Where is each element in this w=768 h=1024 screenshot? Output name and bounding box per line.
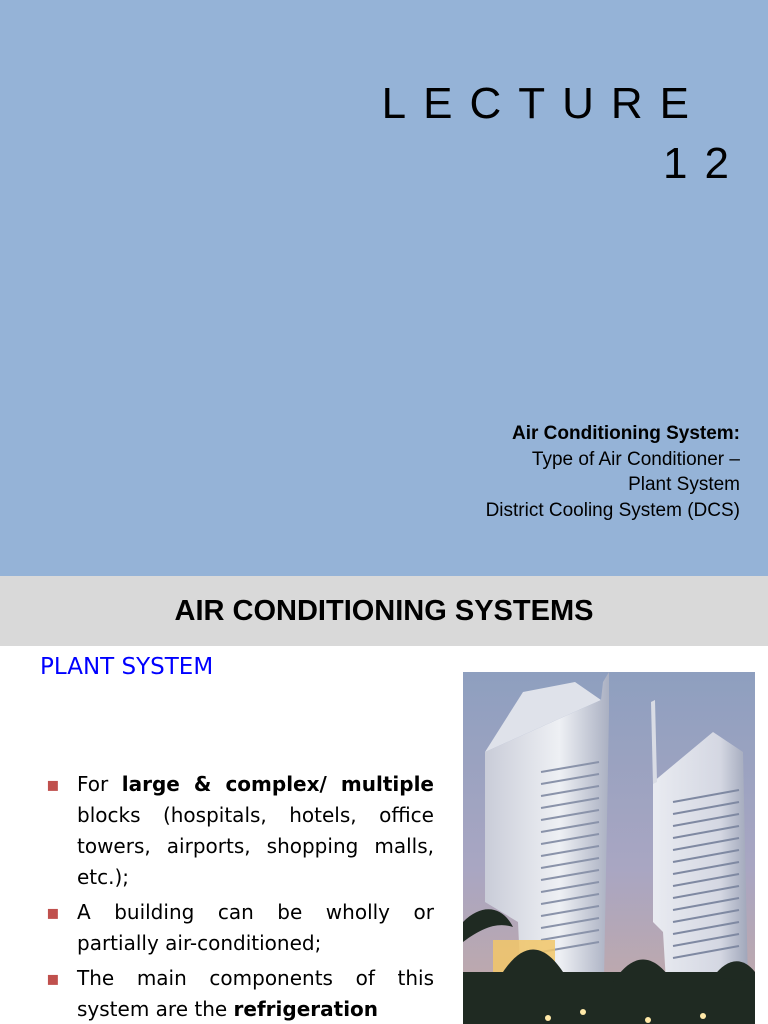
bullet-text: The main components of this system are the bbox=[77, 966, 434, 1021]
section-heading: PLANT SYSTEM bbox=[40, 654, 214, 680]
bullet-square-icon: ▪ bbox=[46, 900, 60, 924]
slide-title: AIR CONDITIONING SYSTEMS bbox=[174, 594, 594, 627]
content-slide bbox=[0, 576, 768, 1024]
twin-skyscrapers-photo bbox=[463, 672, 755, 1024]
bullet-list bbox=[46, 769, 434, 1024]
bullet-text: A building can be wholly or partially air-conditioned; bbox=[77, 900, 434, 955]
slide-header-band bbox=[0, 576, 768, 646]
bullet-item bbox=[46, 769, 434, 893]
lecture-number: 12 bbox=[663, 139, 746, 188]
bullet-square-icon: ▪ bbox=[46, 966, 60, 990]
subtitle-line: Plant System bbox=[628, 474, 740, 495]
bullet-square-icon: ▪ bbox=[46, 772, 60, 796]
bullet-text: blocks (hospitals, hotels, office towers, airports, shopping malls, etc.); bbox=[77, 803, 434, 889]
bullet-item bbox=[46, 897, 434, 959]
bullet-bold-text: large & complex/ multiple bbox=[121, 772, 434, 796]
subtitle-heading: Air Conditioning System: bbox=[512, 423, 740, 444]
slide-subtitle bbox=[486, 421, 740, 523]
subtitle-line: District Cooling System (DCS) bbox=[485, 499, 740, 521]
lecture-label: LECTURE bbox=[381, 79, 706, 128]
bullet-bold-text: refrigeration bbox=[233, 997, 379, 1021]
subtitle-line: Type of Air Conditioner – bbox=[531, 448, 740, 470]
bullet-item bbox=[46, 963, 434, 1024]
bullet-text: For bbox=[77, 772, 122, 796]
